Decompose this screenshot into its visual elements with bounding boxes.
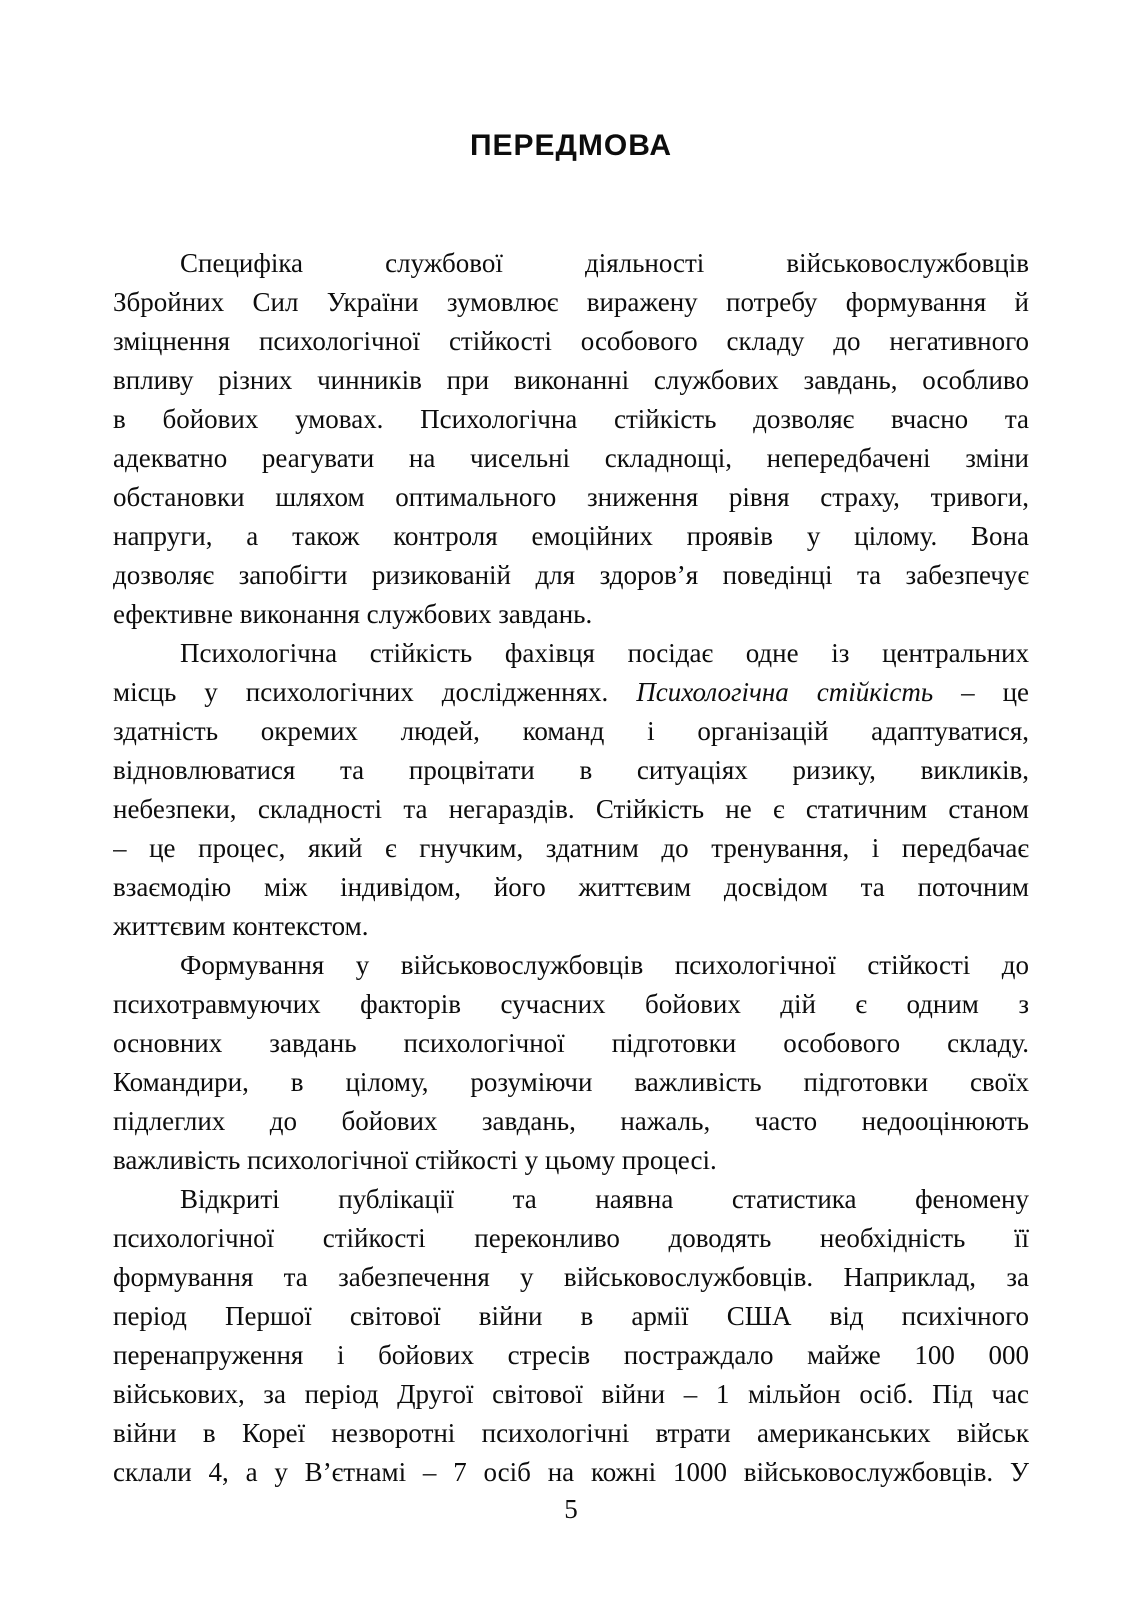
text-run: – це xyxy=(933,677,1029,707)
paragraph-3 xyxy=(113,946,1029,1180)
italic-term: Психологічна стійкість xyxy=(636,677,934,707)
text-line: війни в Кореї незворотні психологічні втрати американських військ xyxy=(113,1418,1029,1448)
text-line: в бойових умовах. Психологічна стійкість дозволяє вчасно та xyxy=(113,404,1029,434)
text-line: адекватно реагувати на чисельні складнощі, непередбачені зміни xyxy=(113,443,1029,473)
text-line: формування та забезпечення у військовослужбовців. Наприклад, за xyxy=(113,1262,1029,1292)
paragraph-1 xyxy=(113,244,1029,634)
text-line: період Першої світової війни в армії США від психічного xyxy=(113,1301,1029,1331)
text-run: місць у психологічних дослідженнях. xyxy=(113,677,637,707)
page-title: ПЕРЕДМОВА xyxy=(469,129,673,162)
paragraph-2 xyxy=(113,634,1029,946)
text-line: склали 4, а у В’єтнамі – 7 осіб на кожні 1000 військовослужбовців. У xyxy=(113,1457,1029,1487)
text-line: життєвим контекстом. xyxy=(113,911,369,941)
text-line: Збройних Сил України зумовлює виражену потребу формування й xyxy=(113,287,1029,317)
text-line: дозволяє запобігти ризикованій для здоров’я поведінці та забезпечує xyxy=(113,560,1029,590)
text-line: важливість психологічної стійкості у цьому процесі. xyxy=(113,1145,717,1175)
text-line: Відкриті публікації та наявна статистика феномену xyxy=(180,1184,1029,1214)
text-line: перенапруження і бойових стресів постраждало майже 100 000 xyxy=(113,1340,1029,1370)
page-number: 5 xyxy=(564,1494,578,1524)
text-line: основних завдань психологічної підготовки особового складу. xyxy=(113,1028,1029,1058)
text-line: психотравмуючих факторів сучасних бойових дій є одним з xyxy=(113,989,1029,1019)
text-line: військових, за період Другої світової війни – 1 мільйон осіб. Під час xyxy=(113,1379,1029,1409)
text-line xyxy=(113,673,1029,712)
text-line: – це процес, який є гнучким, здатним до тренування, і передбачає xyxy=(113,833,1029,863)
text-line: зміцнення психологічної стійкості особового складу до негативного xyxy=(113,326,1029,356)
text-line: відновлюватися та процвітати в ситуаціях ризику, викликів, xyxy=(113,755,1029,785)
text-line: психологічної стійкості переконливо доводять необхідність її xyxy=(113,1223,1029,1253)
text-line: Формування у військовослужбовців психологічної стійкості до xyxy=(180,950,1029,980)
paragraph-4 xyxy=(113,1180,1029,1492)
text-block xyxy=(113,244,1029,1492)
text-line: обстановки шляхом оптимального зниження рівня страху, тривоги, xyxy=(113,482,1029,512)
text-line: напруги, а також контроля емоційних проявів у цілому. Вона xyxy=(113,521,1029,551)
text-line: Специфіка службової діяльності військовослужбовців xyxy=(180,248,1029,278)
text-line: взаємодію між індивідом, його життєвим досвідом та поточним xyxy=(113,872,1029,902)
text-line: ефективне виконання службових завдань. xyxy=(113,599,593,629)
text-line: здатність окремих людей, команд і організацій адаптуватися, xyxy=(113,716,1029,746)
text-line: Психологічна стійкість фахівця посідає одне із центральних xyxy=(180,638,1029,668)
text-line: впливу різних чинників при виконанні службових завдань, особливо xyxy=(113,365,1029,395)
text-line: підлеглих до бойових завдань, нажаль, часто недооцінюють xyxy=(113,1106,1029,1136)
text-line: Командири, в цілому, розуміючи важливість підготовки своїх xyxy=(113,1067,1029,1097)
text-line: небезпеки, складності та негараздів. Стійкість не є статичним станом xyxy=(113,794,1029,824)
